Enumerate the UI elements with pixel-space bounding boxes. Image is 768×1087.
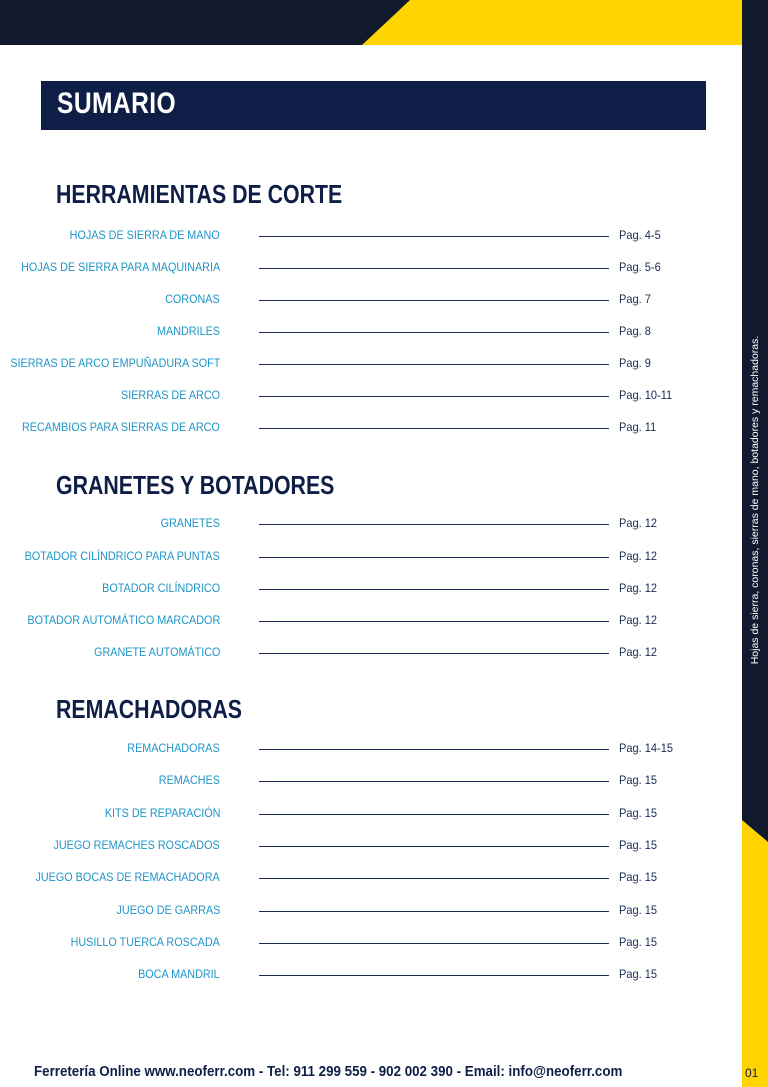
toc-row[interactable] (0, 868, 740, 888)
toc-label: HUSILLO TUERCA ROSCADA (70, 935, 220, 949)
leader-line (259, 653, 609, 654)
toc-label: GRANETE AUTOMÁTICO (93, 645, 220, 659)
toc-page: Pag. 15 (619, 935, 658, 949)
leader-line (259, 846, 609, 847)
toc-page: Pag. 12 (619, 516, 658, 530)
toc-row[interactable] (0, 514, 740, 534)
toc-row[interactable] (0, 354, 740, 374)
toc-row[interactable] (0, 258, 740, 278)
toc-page: Pag. 12 (619, 613, 658, 627)
side-accent (742, 820, 768, 1087)
leader-line (259, 878, 609, 879)
side-caption: Hojas de sierra, coronas, sierras de mano, botadores y remachadoras. (749, 335, 761, 665)
toc-row[interactable] (0, 836, 740, 856)
page-number: 01 (745, 1066, 759, 1080)
toc-page: Pag. 4-5 (619, 228, 661, 242)
title-bar (37, 81, 706, 130)
toc-label: JUEGO BOCAS DE REMACHADORA (35, 870, 220, 884)
toc-page: Pag. 15 (619, 838, 658, 852)
page-title: SUMARIO (57, 87, 177, 120)
leader-line (259, 300, 609, 301)
toc-label: RECAMBIOS PARA SIERRAS DE ARCO (22, 420, 220, 434)
toc-row[interactable] (0, 901, 740, 921)
toc-row[interactable] (0, 643, 740, 663)
toc-page: Pag. 12 (619, 645, 658, 659)
toc-page: Pag. 10-11 (619, 388, 673, 402)
toc-label: BOTADOR CILÍNDRICO PARA PUNTAS (24, 549, 220, 563)
leader-line (259, 364, 609, 365)
footer-contact: Ferretería Online www.neoferr.com - Tel: 911 299 559 - 902 002 390 - Email: info@neoferr.com (34, 1064, 623, 1080)
toc-row[interactable] (0, 611, 740, 631)
toc-row[interactable] (0, 579, 740, 599)
toc-page: Pag. 8 (619, 324, 651, 338)
toc-page: Pag. 15 (619, 773, 658, 787)
toc-page: Pag. 15 (619, 806, 658, 820)
leader-line (259, 236, 609, 237)
toc-page: Pag. 14-15 (619, 741, 674, 755)
leader-line (259, 749, 609, 750)
toc-page: Pag. 15 (619, 967, 658, 981)
toc-page: Pag. 12 (619, 549, 658, 563)
leader-line (259, 428, 609, 429)
toc-row[interactable] (0, 418, 740, 438)
toc-label: KITS DE REPARACIÓN (104, 806, 220, 820)
toc-page: Pag. 7 (619, 292, 651, 306)
leader-line (259, 943, 609, 944)
toc-label: REMACHADORAS (127, 741, 220, 755)
leader-line (259, 396, 609, 397)
toc-page: Pag. 5-6 (619, 260, 661, 274)
toc-row[interactable] (0, 739, 740, 759)
toc-row[interactable] (0, 965, 740, 985)
leader-line (259, 332, 609, 333)
toc-label: CORONAS (165, 292, 220, 306)
leader-line (259, 589, 609, 590)
toc-label: JUEGO DE GARRAS (116, 903, 220, 917)
top-banner (0, 0, 768, 45)
toc-label: BOTADOR CILÍNDRICO (101, 581, 220, 595)
leader-line (259, 268, 609, 269)
leader-line (259, 814, 609, 815)
toc-row[interactable] (0, 933, 740, 953)
toc-page: Pag. 11 (619, 420, 657, 434)
toc-row[interactable] (0, 547, 740, 567)
toc-label: REMACHES (158, 773, 220, 787)
toc-label: BOTADOR AUTOMÁTICO MARCADOR (27, 613, 220, 627)
toc-page: Pag. 15 (619, 903, 658, 917)
toc-row[interactable] (0, 386, 740, 406)
leader-line (259, 975, 609, 976)
leader-line (259, 911, 609, 912)
toc-row[interactable] (0, 771, 740, 791)
toc-label: BOCA MANDRIL (138, 967, 220, 981)
leader-line (259, 621, 609, 622)
toc-label: GRANETES (160, 516, 220, 530)
toc-label: HOJAS DE SIERRA PARA MAQUINARIA (20, 260, 220, 274)
section-title-remachadoras: REMACHADORAS (56, 694, 242, 724)
toc-label: HOJAS DE SIERRA DE MANO (69, 228, 220, 242)
toc-page: Pag. 15 (619, 870, 658, 884)
toc-row[interactable] (0, 322, 740, 342)
toc-row[interactable] (0, 290, 740, 310)
toc-label: JUEGO REMACHES ROSCADOS (53, 838, 220, 852)
leader-line (259, 781, 609, 782)
section-title-granetes: GRANETES Y BOTADORES (56, 470, 335, 500)
toc-row[interactable] (0, 226, 740, 246)
toc-row[interactable] (0, 804, 740, 824)
toc-page: Pag. 9 (619, 356, 651, 370)
toc-label: SIERRAS DE ARCO (120, 388, 220, 402)
leader-line (259, 557, 609, 558)
leader-line (259, 524, 609, 525)
toc-label: MANDRILES (156, 324, 220, 338)
toc-page: Pag. 12 (619, 581, 658, 595)
section-title-herramientas: HERRAMIENTAS DE CORTE (56, 179, 343, 209)
toc-label: SIERRAS DE ARCO EMPUÑADURA SOFT (9, 356, 220, 370)
